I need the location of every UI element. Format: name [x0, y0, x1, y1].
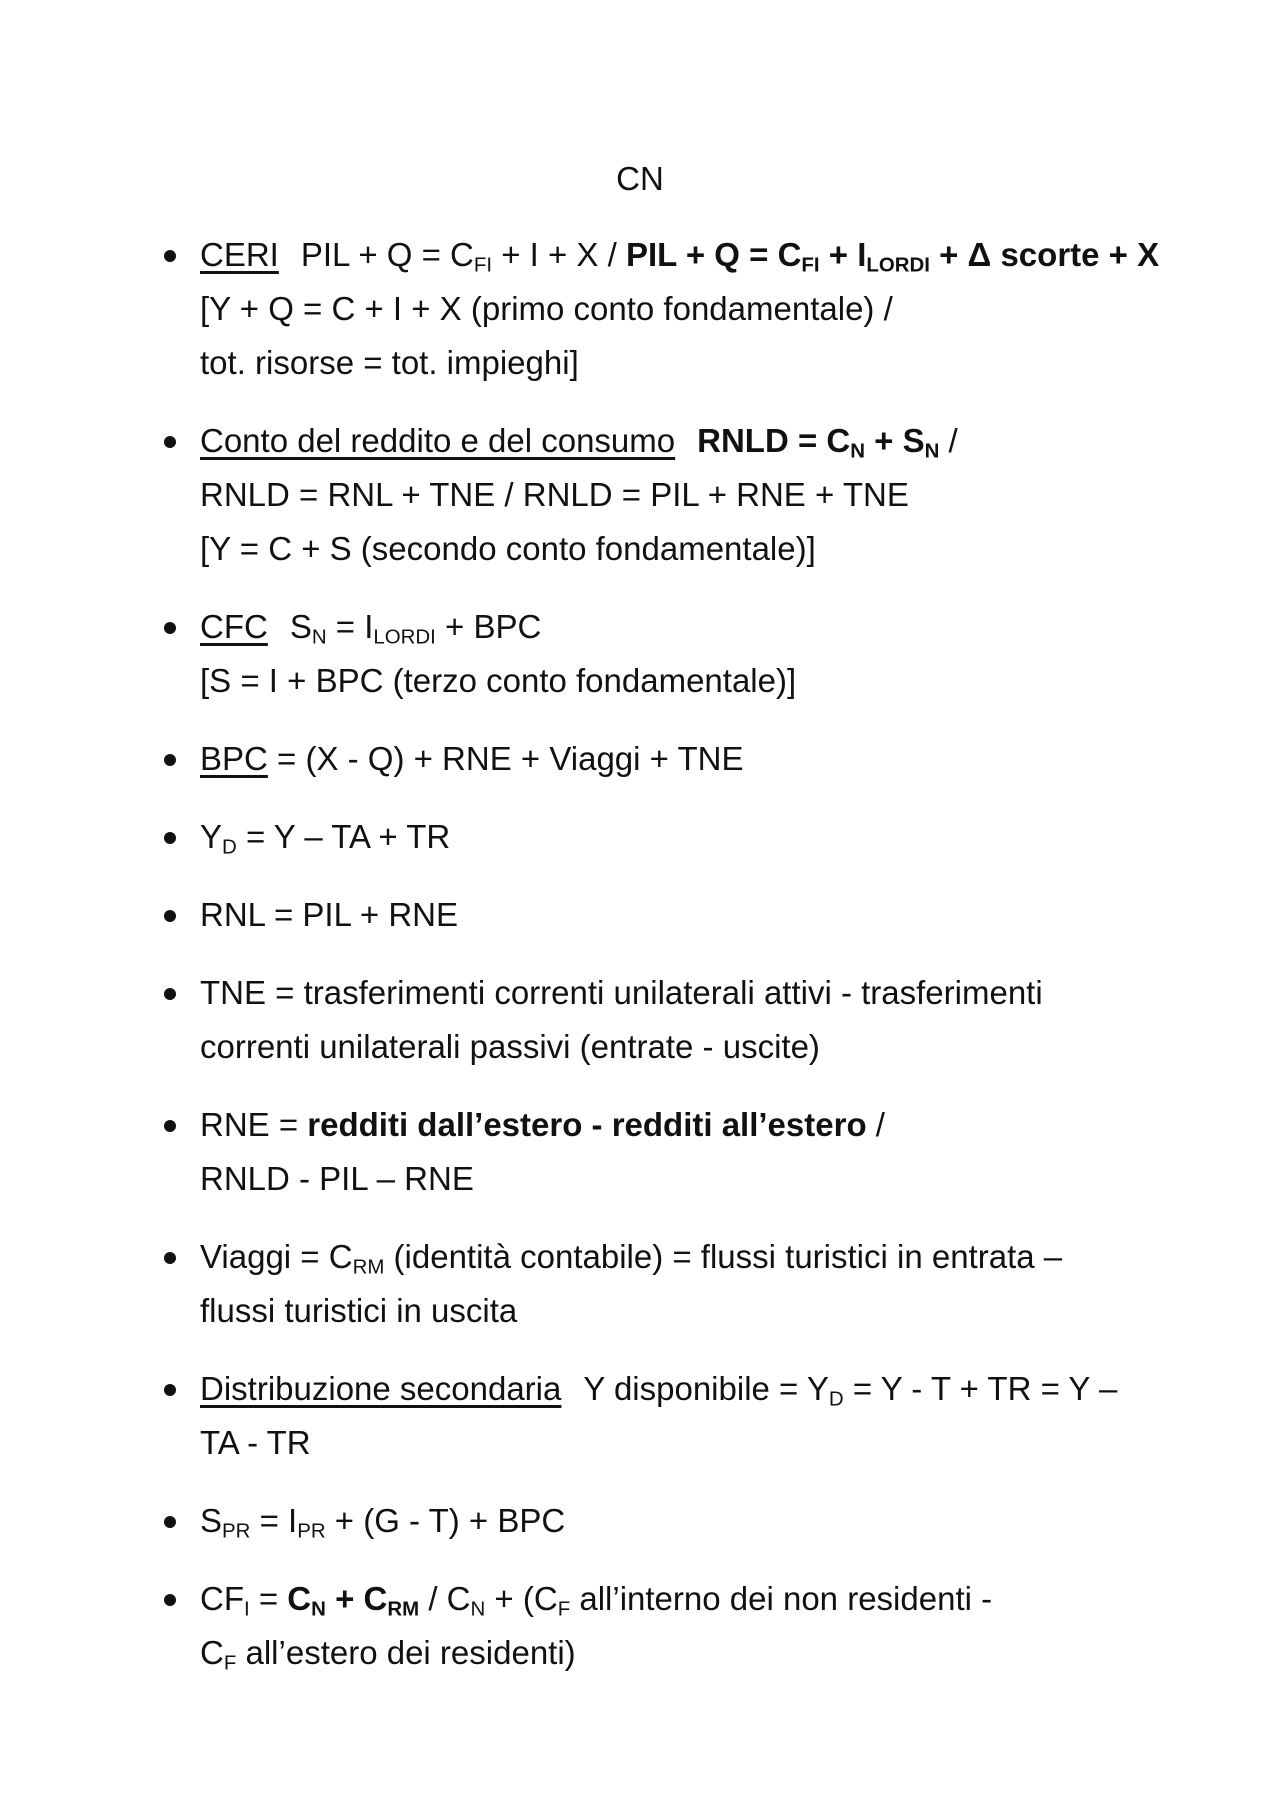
item-line	[200, 282, 1180, 336]
subscript-text: N	[850, 439, 865, 463]
subscript-text: LORDI	[373, 625, 436, 649]
list-item	[160, 1362, 1180, 1470]
formula-text: = Y – TA + TR	[236, 818, 451, 855]
bullet-icon	[164, 832, 176, 844]
formula-text: + I	[819, 236, 867, 273]
formula-text: = Y - T + TR = Y –	[843, 1370, 1118, 1407]
formula-text: /	[939, 422, 958, 459]
item-line	[200, 1284, 1180, 1338]
item-line	[200, 468, 1180, 522]
formula-text: + C	[325, 1580, 388, 1617]
formula-text: S	[200, 1502, 223, 1539]
list-item	[160, 1494, 1180, 1548]
subscript-text: PR	[297, 1519, 326, 1543]
bullet-icon	[164, 1252, 176, 1264]
subscript-text: RM	[352, 1255, 385, 1279]
item-line	[200, 336, 1180, 390]
bullet-icon	[164, 250, 176, 262]
formula-text: + Δ scorte + X	[929, 236, 1160, 273]
bullet-icon	[164, 1384, 176, 1396]
formula-text: RNLD - PIL – RNE	[200, 1160, 474, 1197]
subscript-text: PR	[222, 1519, 251, 1543]
formula-text: TA - TR	[200, 1424, 311, 1461]
heading-term: BPC	[200, 740, 268, 777]
subscript-text: RM	[387, 1597, 420, 1621]
item-line	[200, 522, 1180, 576]
item-line	[200, 1416, 1180, 1470]
subscript-text: LORDI	[866, 253, 930, 277]
formula-text: = I	[326, 608, 374, 645]
formula-text: tot. risorse = tot. impieghi]	[200, 344, 579, 381]
formula-text: correnti unilaterali passivi (entrate - uscite)	[200, 1028, 820, 1065]
formula-text: =	[249, 1580, 288, 1617]
list-item	[160, 966, 1180, 1074]
subscript-text: N	[311, 1597, 326, 1621]
heading-term: Conto del reddito e del consumo	[200, 422, 676, 459]
formula-list	[160, 228, 1180, 1704]
bullet-icon	[164, 910, 176, 922]
formula-text: PIL + Q = C	[300, 236, 474, 273]
subscript-text: FI	[801, 253, 820, 277]
formula-text: /	[866, 1106, 885, 1143]
formula-text: Viaggi = C	[200, 1238, 353, 1275]
formula-text: + BPC	[435, 608, 542, 645]
formula-text: all’interno dei non residenti -	[570, 1580, 993, 1617]
list-item	[160, 1230, 1180, 1338]
list-item	[160, 1098, 1180, 1206]
formula-text: RNL = PIL + RNE	[200, 896, 458, 933]
heading-term: CFC	[200, 608, 268, 645]
formula-text: + (G - T) + BPC	[325, 1502, 566, 1539]
item-line	[200, 600, 1180, 654]
subscript-text: I	[244, 1597, 250, 1621]
formula-text: C	[200, 1634, 224, 1671]
item-line	[200, 1362, 1180, 1416]
item-line	[200, 810, 1180, 864]
subscript-text: N	[470, 1597, 486, 1621]
item-line	[200, 1230, 1180, 1284]
formula-text: + (C	[485, 1580, 558, 1617]
item-line	[200, 654, 1180, 708]
formula-text: PIL + Q = C	[625, 236, 802, 273]
list-item	[160, 1572, 1180, 1680]
subscript-text: F	[557, 1597, 571, 1621]
formula-text: + I + X /	[492, 236, 626, 273]
subscript-text: N	[311, 625, 327, 649]
list-item	[160, 888, 1180, 942]
item-line	[200, 414, 1180, 468]
formula-text: C	[287, 1580, 312, 1617]
formula-text: + S	[865, 422, 925, 459]
heading-term: CERI	[200, 236, 279, 273]
formula-text: [S = I + BPC (terzo conto fondamentale)]	[200, 662, 797, 699]
item-line	[200, 1494, 1180, 1548]
formula-text: RNLD = RNL + TNE / RNLD = PIL + RNE + TNE	[200, 476, 909, 513]
bullet-icon	[164, 1120, 176, 1132]
bullet-icon	[164, 1516, 176, 1528]
formula-text: / C	[419, 1580, 471, 1617]
formula-text: flussi turistici in uscita	[200, 1292, 518, 1329]
bullet-icon	[164, 436, 176, 448]
item-line	[200, 966, 1180, 1020]
list-item	[160, 228, 1180, 390]
heading-term: Distribuzione secondaria	[200, 1370, 562, 1407]
list-item	[160, 810, 1180, 864]
formula-text: [Y = C + S (secondo conto fondamentale)]	[200, 530, 816, 567]
item-line	[200, 1626, 1180, 1680]
page-title: CN	[616, 160, 664, 197]
item-line	[200, 1152, 1180, 1206]
formula-text: (identità contabile) = flussi turistici in entrata –	[384, 1238, 1063, 1275]
item-line	[200, 1572, 1180, 1626]
list-item	[160, 414, 1180, 576]
formula-text: CF	[200, 1580, 244, 1617]
formula-text: all’estero dei residenti)	[236, 1634, 576, 1671]
formula-text: S	[289, 608, 312, 645]
subscript-text: N	[924, 439, 940, 463]
subscript-text: F	[223, 1651, 237, 1675]
formula-text: redditi dall’estero - redditi all’estero	[307, 1106, 867, 1143]
formula-text: = (X - Q) + RNE + Viaggi + TNE	[267, 740, 744, 777]
bullet-icon	[164, 754, 176, 766]
subscript-text: FI	[473, 253, 493, 277]
item-line	[200, 1098, 1180, 1152]
formula-text: = I	[250, 1502, 298, 1539]
formula-text: TNE = trasferimenti correnti unilaterali attivi - trasferimenti	[200, 974, 1043, 1011]
formula-text: Y disponibile = Y	[583, 1370, 829, 1407]
item-line	[200, 1020, 1180, 1074]
list-item	[160, 600, 1180, 708]
formula-text: [Y + Q = C + I + X (primo conto fondamentale) /	[200, 290, 893, 327]
list-item	[160, 732, 1180, 786]
bullet-icon	[164, 1594, 176, 1606]
subscript-text: D	[828, 1387, 844, 1411]
item-line	[200, 228, 1180, 282]
subscript-text: D	[222, 835, 237, 859]
item-line	[200, 888, 1180, 942]
bullet-icon	[164, 988, 176, 1000]
formula-text: RNE =	[200, 1106, 308, 1143]
formula-text: Y	[200, 818, 223, 855]
item-line	[200, 732, 1180, 786]
formula-text: RNLD = C	[697, 422, 851, 459]
bullet-icon	[164, 622, 176, 634]
